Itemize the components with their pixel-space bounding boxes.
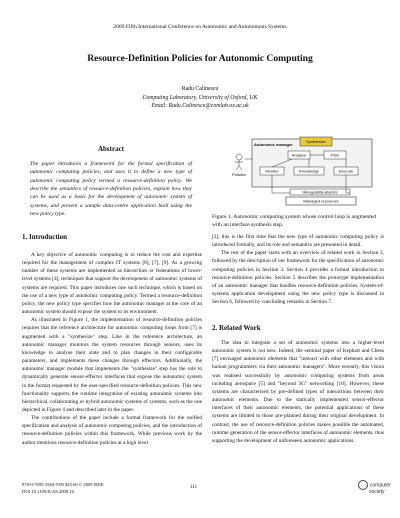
section-2-body (212, 339, 384, 445)
paragraph: A key objective of autonomic computing is to reduce the cost and expertise required for the management of complex IT systems [6], [7], [9]. As a growing number of these systems are implemented as hierarchies or federations of lower-level systems [4], techniques that support the development of autonomic systems of systems are required. This paper introduces one such technique, which is based on the use of a new type of autonomic computing policy. Termed a resource-definition policy, the new policy type specifies how the autonomic manager at the core of an autonomic system should expose the system to its environment. (22, 252, 202, 316)
paper-title: Resource-Definition Policies for Autonomic Computing (87, 53, 313, 64)
paragraph: The contributions of the paper include a formal framework for the unified specification and analysis of autonomic computing policies, and the introduction of resource-definition policies within this framework. While previous work by the author mentions resource-definition policies at a high level (22, 415, 202, 446)
author-email: Email: Radu.Calinescu@comlab.ox.ac.uk (151, 103, 249, 110)
author-affiliation: Computing Laboratory, University of Oxford, UK (142, 94, 258, 101)
logo-icon (358, 480, 368, 490)
figure-1-caption: Figure 1. Autonomic computing system whose control loop is augmented with an interface synthesis step. (212, 214, 377, 228)
author-name: Radu Calinescu (181, 86, 219, 92)
manager-label: Autonomic manager (254, 142, 293, 147)
monitor-label: Monitor (265, 168, 279, 174)
synthesize-label: Synthesize (306, 139, 326, 145)
section-1-body (22, 251, 202, 447)
page-number: 111 (190, 485, 198, 490)
conference-header: 2009 Fifth International Conference on Autonomic and Autonomous Systems (113, 24, 287, 30)
policies-label: Policies (232, 172, 246, 177)
section-2-heading: 2. Related Work (212, 324, 261, 332)
knowledge-label: Knowledge (299, 168, 319, 174)
paragraph: [3], this is the first time that the new type of autonomic computing policy is introduced formally, and its role and semantics are presented in detail. (212, 234, 384, 249)
section-1-heading: 1. Introduction (22, 233, 67, 241)
doi-line: DOI 10.1109/ICAS.2009.16 (22, 488, 74, 494)
computer-society-logo: computer society (358, 480, 391, 496)
interface-label: Manageability adaptors (302, 190, 338, 195)
policies-icon (236, 154, 242, 160)
resources-label: Managed resources (303, 198, 339, 204)
figure-1-diagram (230, 135, 380, 207)
abstract-heading: Abstract (97, 145, 125, 153)
plan-label: Plan (330, 152, 340, 158)
copyright-footer (22, 482, 104, 495)
author-block (0, 85, 400, 111)
abstract-text: The paper introduces a framework for the formal specification of autonomic computing policies, and uses it to define a new type of autonomic computing policy termed a resource-definition policy. We describe the semantics of resource-definition policies, explain how they can be used as a basis for the development of autonomic system of systems, and present a sample data-centre application built using the new policy type. (30, 161, 192, 218)
paragraph: The idea to integrate a set of autonomic systems into a higher-level autonomic system is not new. Indeed, the seminal paper of Kephart and Chess [7] envisaged autonomic elements that "interact with other elements and with human programmers via their autonomic managers". More recently, this vision was realised successfully by autonomic computing systems from areas including aerospace [5] and "beyond 3G" networking [10]. However, these systems are characterised by pre-defined types of interactions between their autonomic elements. Due to the statically implemented sensor-effector interfaces of their autonomic elements, the potential applications of these systems are limited to those pre-planned during their original development. In contrast, the use of resource-definition policies makes possible the automated, runtime generation of the sensor-effector interfaces of autonomic elements, thus supporting the development of unforeseen autonomic applications. (212, 340, 384, 444)
copyright-line: 978-0-7695-3584-5/09 $25.00 © 2009 IEEE (22, 482, 104, 487)
paragraph: As illustrated in Figure 1, the implementation of resource-definition policies requires that the reference architecture for autonomic computing loops from [7] is augmented with a "synthesize" step. Like in the reference architecture, an autonomic manager monitors the system resources through sensors, uses its knowledge to analyse their state and to plan changes in their configurable parameters, and implements these changes through effectors. Additionally, the autonomic manager module that implements the "synthesize" step has the role to dynamically generate sensor-effector interfaces that expose the autonomic system in the format requested by the user-specified resource-definition policies. This new functionality supports the runtime integration of existing autonomic systems into hierarchical, collaborating or hybrid autonomic systems of systems, such as the one depicted in Figure 4 and described later in the paper. (22, 317, 202, 413)
execute-label: Execute (338, 168, 354, 174)
analyse-label: Analyse (291, 152, 307, 158)
paragraph: The rest of the paper starts with an overview of related work in Section 2, followed by the description of our framework for the specification of autonomic computing policies in Section 3. Section 4 provides a formal introduction to resource-definition policies. Section 5 describes the prototype implementation of an autonomic manager that handles resource-definition policies. System-of-systems application development using the new policy type is discussed in Section 6, followed by concluding remarks in Section 7. (212, 250, 384, 306)
column-2-intro (212, 233, 384, 306)
